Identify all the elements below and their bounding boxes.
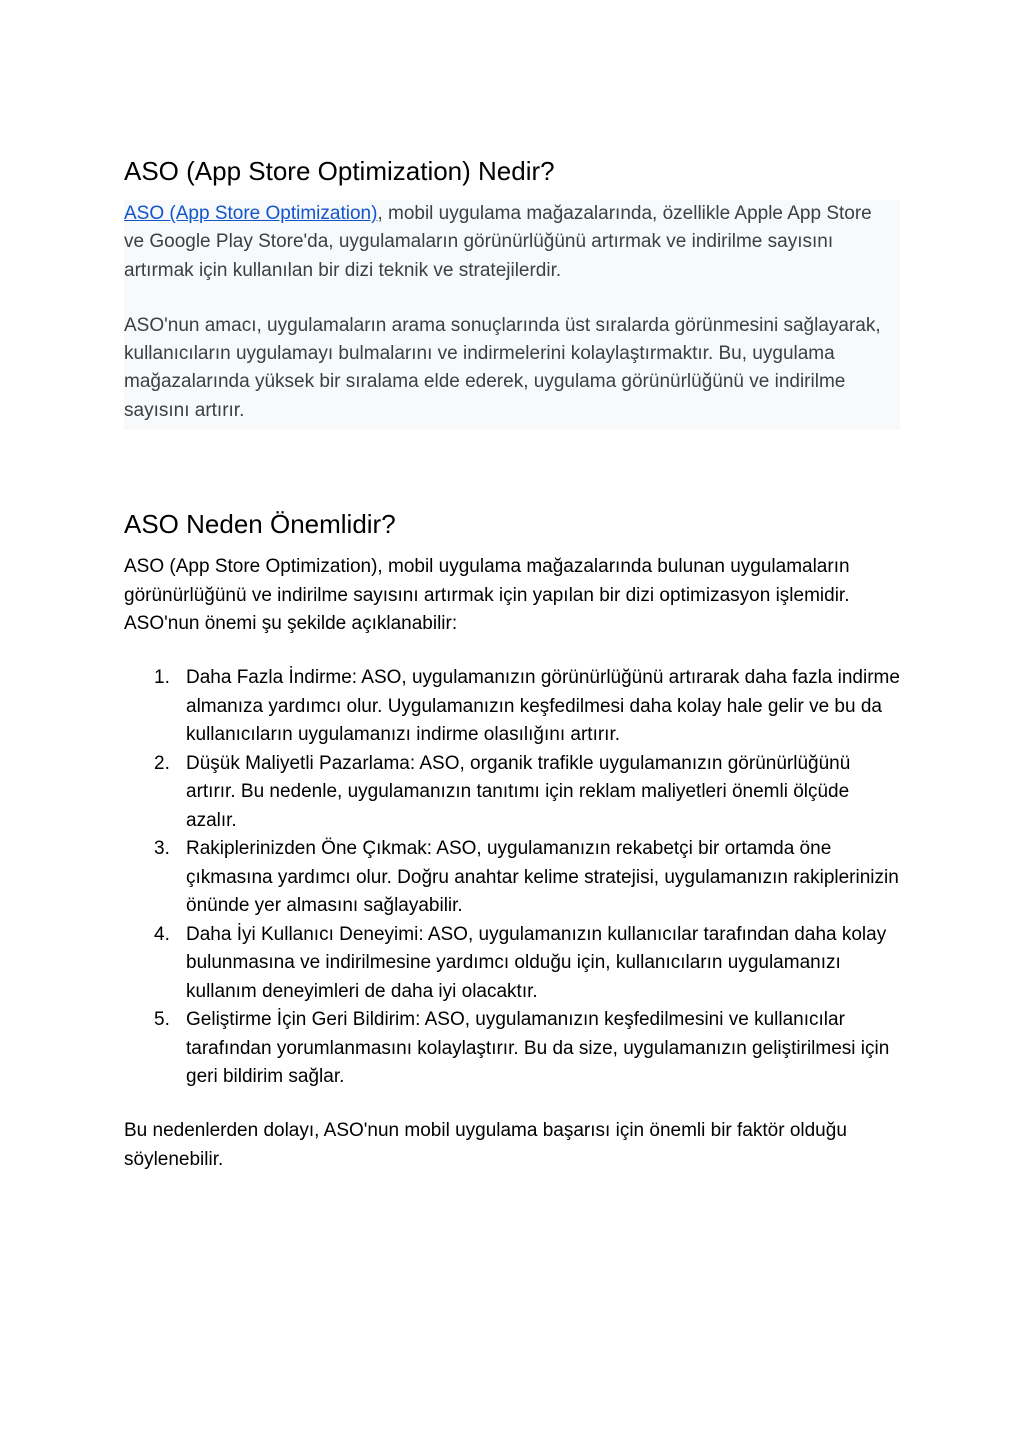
highlighted-definition-block (124, 200, 900, 430)
intro-paragraph: ASO (App Store Optimization), mobil uygulama mağazalarında bulunan uygulamaların görünürlüğünü ve indirilme sayısını artırmak için yapılan bir dizi optimizasyon işlemidir. ASO'nun önemi şu şekilde açıklanabilir: (124, 556, 850, 634)
definition-paragraph (124, 200, 894, 285)
list-item-text: Daha Fazla İndirme: ASO, uygulamanızın görünürlüğünü artırarak daha fazla indirme almanıza yardımcı olur. Uygulamanızın keşfedilmesi daha kolay hale gelir ve bu da kullanıcıların uygulamanızı indirme olasılığını artırır. (186, 667, 900, 745)
list-item-number: 5. (154, 1009, 170, 1030)
list-item (124, 664, 900, 750)
list-item-number: 3. (154, 838, 170, 859)
list-item-number: 1. (154, 667, 170, 688)
section-title-aso-neden-onemlidir: ASO Neden Önemlidir? (124, 509, 396, 539)
conclusion-paragraph: Bu nedenlerden dolayı, ASO'nun mobil uygulama başarısı için önemli bir faktör olduğu söylenebilir. (124, 1120, 847, 1170)
list-item (124, 750, 900, 836)
purpose-paragraph: ASO'nun amacı, uygulamaların arama sonuçlarında üst sıralarda görünmesini sağlayarak, kullanıcıların uygulamayı bulmalarını ve indirmelerini kolaylaştırmaktır. Bu, uygulama mağazalarında yüksek bir sıralama elde ederek, uygulama görünürlüğünü ve indirilme sayısını artırır. (124, 314, 881, 421)
aso-link[interactable]: ASO (App Store Optimization) (124, 203, 378, 224)
list-item-text: Daha İyi Kullanıcı Deneyimi: ASO, uygulamanızın kullanıcılar tarafından daha kolay bulunmasına ve indirilmesine yardımcı olduğu için, kullanıcıların uygulamanızı kullanım deneyimleri de daha iyi olacaktır. (186, 923, 887, 1002)
list-item-text: Düşük Maliyetli Pazarlama: ASO, organik trafikle uygulamanızın görünürlüğünü artırır. Bu nedenle, uygulamanızın tanıtımı için reklam maliyetleri önemli ölçüde azalır. (186, 752, 851, 831)
definition-paragraph-text: , mobil uygulama mağazalarında, özellikle Apple App Store ve Google Play Store'da, uygulamaların görünürlüğünü artırmak ve indirilme sayısını artırmak için kullanılan bir dizi teknik ve stratejilerdir. (124, 203, 872, 281)
list-item-number: 2. (154, 752, 170, 774)
reasons-list (124, 664, 900, 1092)
list-item (124, 921, 900, 1007)
list-item-text: Geliştirme İçin Geri Bildirim: ASO, uygulamanızın keşfedilmesini ve kullanıcılar tarafından yorumlanmasını kolaylaştırır. Bu da size, uygulamanızın geliştirilmesi için geri bildirim sağlar. (186, 1009, 890, 1087)
list-item (124, 1006, 900, 1092)
section-title-aso-nedir: ASO (App Store Optimization) Nedir? (124, 156, 555, 186)
list-item-text: Rakiplerinizden Öne Çıkmak: ASO, uygulamanızın rekabetçi bir ortamda öne çıkmasına yardımcı olur. Doğru anahtar kelime stratejisi, uygulamanızın rakiplerinizin önünde yer almasını sağlayabilir. (186, 838, 899, 916)
list-item-number: 4. (154, 923, 170, 945)
list-item (124, 835, 900, 921)
